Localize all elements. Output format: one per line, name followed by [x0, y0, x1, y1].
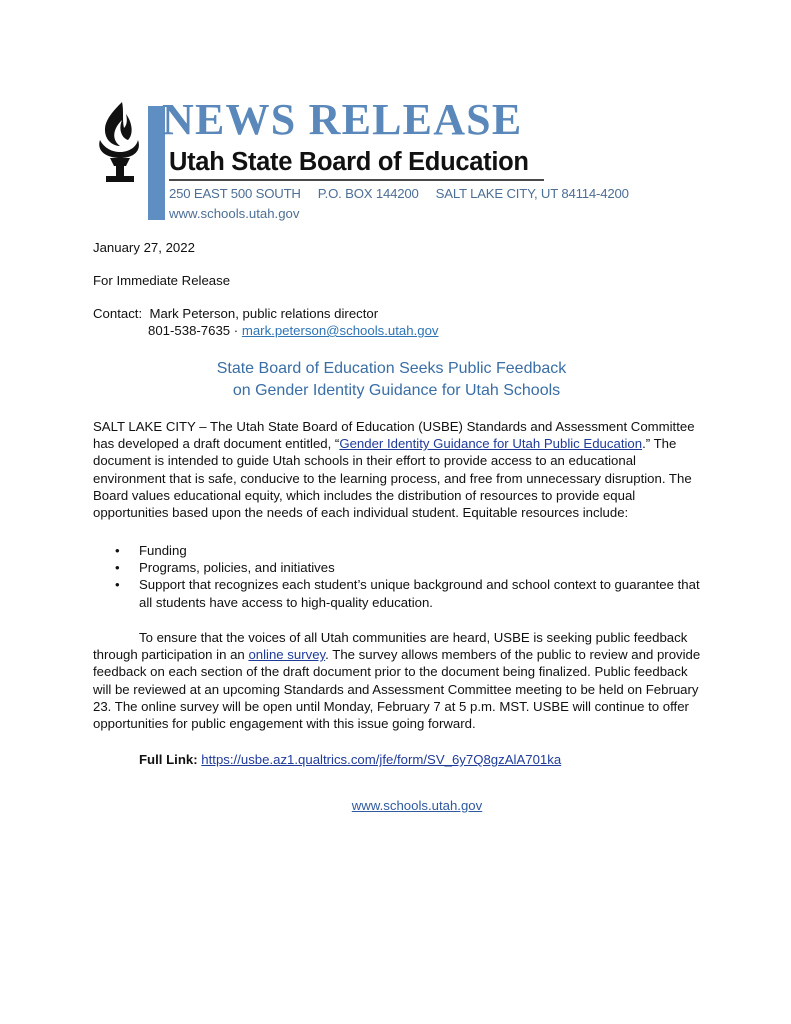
paragraph-intro	[93, 418, 703, 521]
masthead	[92, 95, 629, 224]
paragraph-survey	[93, 629, 703, 732]
masthead-divider	[169, 179, 544, 181]
survey-text-before: To ensure that the voices of all Utah communities are heard, USBE is seeking public feedback through participation in an	[93, 630, 688, 663]
list-item	[93, 559, 703, 576]
list-item-text: Support that recognizes each student’s unique background and school context to guarantee that all students have access to high-quality education.	[139, 577, 700, 610]
contact-label: Contact:	[93, 306, 143, 321]
full-link-label: Full Link:	[139, 752, 198, 767]
list-item	[93, 576, 703, 610]
guidance-document-link[interactable]: Gender Identity Guidance for Utah Public Education	[339, 436, 643, 452]
contact-details	[148, 322, 439, 339]
torch-icon	[92, 100, 148, 186]
bullet-icon: •	[115, 577, 120, 593]
full-survey-url-link[interactable]: https://usbe.az1.qualtrics.com/jfe/form/SV_6y7Q8gzAlA701ka	[201, 752, 562, 767]
contact-name: Mark Peterson, public relations director	[149, 306, 379, 321]
address-city: SALT LAKE CITY, UT 84114-4200	[435, 186, 629, 201]
masthead-website: www.schools.utah.gov	[169, 206, 300, 221]
release-date: January 27, 2022	[93, 240, 195, 255]
headline-line-1: State Board of Education Seeks Public Feedback	[216, 360, 567, 377]
headline-line-2: on Gender Identity Guidance for Utah Schools	[232, 382, 561, 399]
masthead-address	[169, 186, 646, 202]
news-release-title: NEWS RELEASE	[162, 95, 523, 144]
full-link-line	[139, 751, 561, 768]
survey-text-after: . The survey allows members of the public to review and provide feedback on each section of the draft document prior to the document being finalized. Public feedback will be reviewed at an upcoming Standards and Assessment Committee meeting to be held on February 23. The online survey will be open until Monday, February 7 at 5 p.m. MST. USBE will continue to offer opportunities for public engagement with this issue going forward.	[93, 647, 701, 732]
footer	[0, 797, 791, 814]
address-po-box: P.O. BOX 144200	[317, 186, 419, 201]
organization-name: Utah State Board of Education	[169, 148, 529, 176]
release-type: For Immediate Release	[93, 273, 231, 288]
online-survey-link[interactable]: online survey	[248, 647, 326, 663]
intro-text-after: .” The document is intended to guide Utah schools in their effort to provide access to an educational environment that is safe, conducive to the learning process, and free from unnecessary disruption. The Board values educational equity, which includes the distribution of resources to provide equal opportunities based upon the needs of each individual student. Equitable resources include:	[93, 436, 692, 521]
address-street: 250 EAST 500 SOUTH	[169, 186, 301, 201]
contact-email-link[interactable]: mark.peterson@schools.utah.gov	[241, 323, 439, 338]
contact-phone: 801-538-7635 ·	[148, 323, 239, 338]
bullet-icon: •	[115, 560, 120, 576]
footer-website-link[interactable]: www.schools.utah.gov	[351, 798, 483, 813]
equitable-resources-list	[93, 542, 703, 611]
bullet-icon: •	[115, 543, 120, 558]
intro-text-before: SALT LAKE CITY – The Utah State Board of Education (USBE) Standards and Assessment Committee has developed a draft document entitled, “	[93, 419, 695, 452]
list-item-text: Programs, policies, and initiatives	[139, 560, 335, 576]
list-item-text: Funding	[139, 543, 187, 558]
list-item	[93, 542, 703, 559]
contact-line	[93, 305, 378, 322]
